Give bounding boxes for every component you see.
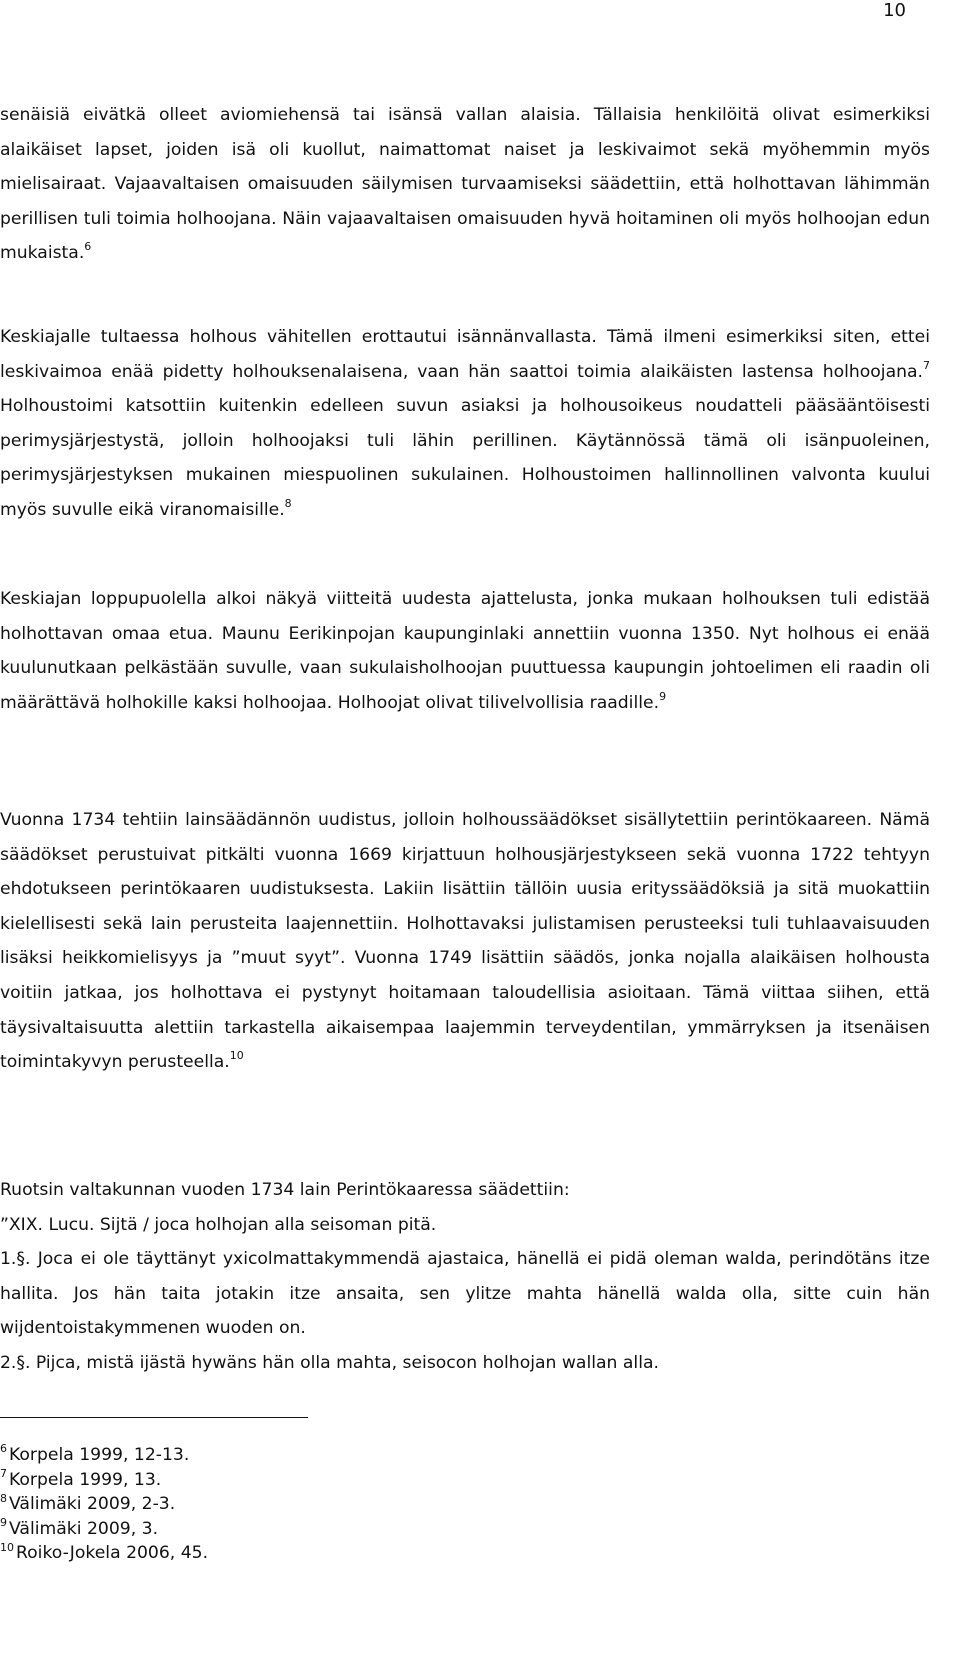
footnote-text: Roiko-Jokela 2006, 45.	[16, 1543, 209, 1564]
footnote-divider	[0, 1417, 308, 1418]
footnote-number: 7	[0, 1466, 7, 1480]
paragraph-2	[0, 320, 930, 528]
paragraph-3-text: Keskiajan loppupuolella alkoi näkyä viitteitä uudesta ajattelusta, jonka mukaan holhouksen tuli edistää holhottavan omaa etua. Maunu Eerikinpojan kaupunginlaki annettiin vuonna 1350. Nyt holhous ei enää kuulunutkaan pelkästään suvulle, vaan sukulaisholhoojan puuttuessa kaupungin johtoelimen eli raadin oli määrättävä holhokille kaksi holhoojaa. Holhoojat olivat tilivelvollisia raadille.	[0, 589, 930, 713]
footnote-ref-8[interactable]: 8	[284, 496, 292, 510]
paragraph-2-text-b: Holhoustoimi katsottiin kuitenkin edelleen suvun asiaksi ja holhousoikeus noudatteli pääsääntöisesti perimysjärjestystä, jolloin holhoojaksi tuli lähin perillinen. Käytännössä tämä oli isänpuoleinen, perimysjärjestyksen mukainen miespuolinen sukulainen. Holhoustoimen hallinnollinen valvonta kuului myös suvulle eikä viranomaisille.	[0, 396, 930, 520]
footnote-item	[0, 1541, 600, 1566]
paragraph-2-text-a: Keskiajalle tultaessa holhous vähitellen erottautui isännänvallasta. Tämä ilmeni esimerkiksi siten, ettei leskivaimoa enää pidetty holhouksenalaisena, vaan hän saattoi toimia alaikäisten lastensa holhoojana.	[0, 327, 930, 382]
footnote-ref-7[interactable]: 7	[923, 358, 930, 372]
paragraph-text	[0, 803, 930, 1080]
footnote-ref-10[interactable]: 10	[229, 1048, 244, 1062]
paragraph-text	[0, 98, 930, 271]
paragraph-4	[0, 803, 930, 1080]
paragraph-1	[0, 98, 930, 271]
footnote-text: Korpela 1999, 13.	[9, 1469, 162, 1490]
footnotes	[0, 1443, 600, 1566]
paragraph-3	[0, 582, 930, 720]
quote-heading: ”XIX. Lucu. Sijtä / joca holhojan alla seisoman pitä.	[0, 1214, 437, 1235]
footnote-item	[0, 1517, 600, 1542]
quote-section-1: 1.§. Joca ei ole täyttänyt yxicolmattakymmendä ajastaica, hänellä ei pidä oleman walda, perindötäns itze hallita. Jos hän taita jotakin itze ansaita, sen ylitze mahta hänellä walda olla, sitte cuin hän wijdentoistakymmenen wuoden on.	[0, 1249, 930, 1339]
page-number: 10	[883, 0, 906, 21]
footnote-item	[0, 1468, 600, 1493]
footnote-text: Välimäki 2009, 2-3.	[9, 1494, 176, 1515]
law-quote-block	[0, 1173, 930, 1381]
paragraph-1-text: senäisiä eivätkä olleet aviomiehensä tai isänsä vallan alaisia. Tällaisia henkilöitä olivat esimerkiksi alaikäiset lapset, joiden isä oli kuollut, naimattomat naiset ja leskivaimot sekä myöhemmin myös mielisairaat. Vajaavaltaisen omaisuuden säilymisen turvaamiseksi säädettiin, että holhottavan lähimmän perillisen tuli toimia holhoojana. Näin vajaavaltaisen omaisuuden hyvä hoitaminen oli myös holhoojan edun mukaista.	[0, 105, 930, 264]
footnote-item	[0, 1492, 600, 1517]
footnote-number: 9	[0, 1516, 7, 1530]
quote-section-2: 2.§. Pijca, mistä ijästä hywäns hän olla mahta, seisocon holhojan wallan alla.	[0, 1352, 659, 1373]
footnote-ref-9[interactable]: 9	[659, 689, 667, 703]
paragraph-text	[0, 320, 930, 528]
footnote-ref-6[interactable]: 6	[84, 240, 92, 254]
footnote-text: Välimäki 2009, 3.	[9, 1518, 159, 1539]
paragraph-text	[0, 582, 930, 720]
paragraph-4-text: Vuonna 1734 tehtiin lainsäädännön uudistus, jolloin holhoussäädökset sisällytettiin perintökaareen. Nämä säädökset perustuivat pitkälti vuonna 1669 kirjattuun holhousjärjestykseen sekä vuonna 1722 tehtyyn ehdotukseen perintökaaren uudistuksesta. Lakiin lisättiin tällöin uusia erityssäädöksiä ja sitä muokattiin kielellisesti sekä lain perusteita laajennettiin. Holhottavaksi julistamisen perusteeksi tuli tuhlaavaisuuden lisäksi heikkomielisyys ja ”muut syyt”. Vuonna 1749 lisättiin säädös, jonka nojalla alaikäisen holhousta voitiin jatkaa, jos holhottava ei pystynyt hoitamaan taloudellisia asioitaan. Tämä viittaa siihen, että täysivaltaisuutta alettiin tarkastella aikaisempaa laajemmin terveydentilan, ymmärryksen ja itsenäisen toimintakyvyn perusteella.	[0, 810, 930, 1073]
footnote-text: Korpela 1999, 12-13.	[9, 1445, 190, 1465]
quote-intro: Ruotsin valtakunnan vuoden 1734 lain Perintökaaressa säädettiin:	[0, 1180, 570, 1200]
footnote-item	[0, 1443, 600, 1468]
footnote-number: 10	[0, 1540, 14, 1554]
footnote-number: 8	[0, 1491, 7, 1505]
footnote-number: 6	[0, 1442, 7, 1456]
